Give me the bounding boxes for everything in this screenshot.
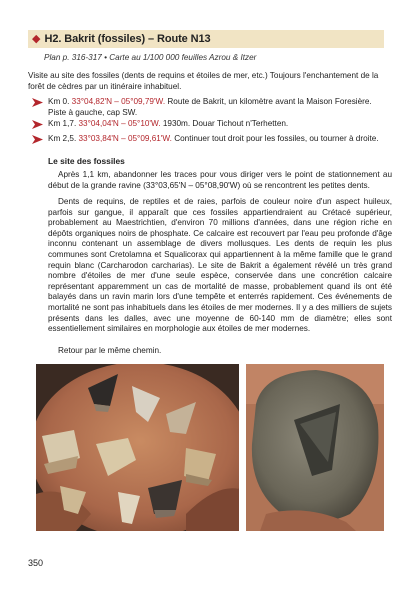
map-reference: Plan p. 316-317 • Carte au 1/100 000 feuilles Azrou & Itzer <box>44 53 257 62</box>
step-description: 1930m. Douar Tichout n'Terhetten. <box>160 119 289 128</box>
body-paragraph: Retour par le même chemin. <box>58 346 162 355</box>
arrow-right-icon <box>32 97 48 118</box>
step-coordinates: 33°04,82'N – 05°09,79'W. <box>71 97 166 106</box>
step-description: Route de Bakrit, un kilomètre avant la Maison Foresière. Piste à gauche, cap SW. <box>48 97 372 117</box>
step-description: Continuer tout droit pour les fossiles, ou tourner à droite. <box>171 134 379 143</box>
page-title: H2. Bakrit (fossiles) – Route N13 <box>44 33 211 45</box>
step-km: Km 1,7. <box>48 119 77 128</box>
photo-shark-teeth-in-hand <box>36 364 239 531</box>
section-heading: Le site des fossiles <box>48 156 125 166</box>
route-step <box>32 119 390 130</box>
step-km: Km 0. <box>48 97 70 106</box>
page-number: 350 <box>28 558 44 568</box>
arrow-right-icon <box>32 119 48 130</box>
arrow-right-icon <box>32 134 48 145</box>
section-title-bar <box>28 30 384 48</box>
body-paragraph: Dents de requins, de reptiles et de raies, parfois de couleur noire d'un aspect huileux, parfois sur gangue, il apparaît que ces fossiles appartiendraient au Crétacé supérieur, probablement au Maestrichtien, d'environ 70 millions d'années, dans une région riche en dépôts organiques noirs de phosphate. Ce calcaire est recouvert par l'eau peu profonde d'âge inconnu contenant un assemblage de divers mollusques. Les dents de requin les plus communes sont Cretolamna et Squalicorax qui appartiennent à la même famille que le grand requin blanc (Carcharodon carcharias). Le site de Bakrit a également révélé un très grand nombre d'étoiles de mer d'une seule espèce, conservée dans une concrétion calcaire représentant apparemment un cas de mortalité de masse, probablement quand ils ont été balayés dans un ravin marin lors d'une tempête et enterrés rapidement. Ces événements de mortalité ne sont pas inhabituels dans les étoiles de mer modernes. Il y a des milliers de sujets présents dans les dalles, avec une moyenne de 60-140 mm de diamètre; elles sont essentiellement similaires en morphologie aux étoiles de mer modernes. <box>48 197 392 334</box>
step-coordinates: 33°03,84'N – 05°09,61'W. <box>78 134 172 143</box>
diamond-bullet-icon: ◆ <box>32 32 41 45</box>
photo-tooth-in-matrix <box>246 364 384 531</box>
step-coordinates: 33°04,04'N – 05°10'W. <box>78 119 161 128</box>
step-km: Km 2,5. <box>48 134 77 143</box>
body-paragraph: Après 1,1 km, abandonner les traces pour vous diriger vers le point de stationnement au début de la grande ravine (33°03,65'N – 05°08,90'W) où se rencontrent les petites dents. <box>48 170 392 190</box>
route-step <box>32 134 390 145</box>
route-step <box>32 97 390 118</box>
intro-text: Visite au site des fossiles (dents de requins et étoiles de mer, etc.) Toujours l'enchantement de la forêt de cèdres par un itinéraire inhabituel. <box>28 71 379 91</box>
